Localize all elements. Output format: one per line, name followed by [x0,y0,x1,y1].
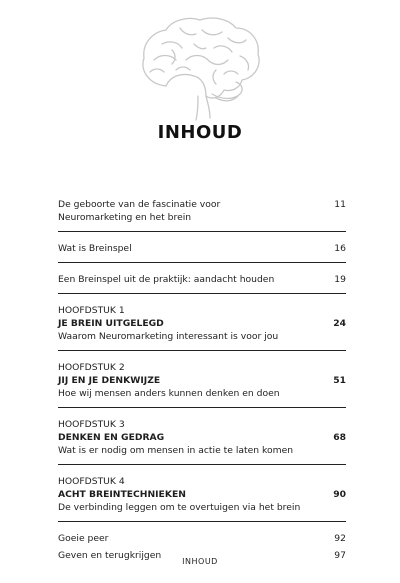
page-title: INHOUD [157,122,243,143]
toc-page-number: 24 [333,318,346,329]
chapter-title: JIJ EN JE DENKWIJZE [58,375,161,386]
toc-page-number: 16 [334,243,346,254]
brain-icon [136,14,264,122]
toc-entry[interactable] [58,273,346,294]
chapter-subtitle: Wat is er nodig om mensen in actie te laten komen [58,445,294,456]
chapter-label: HOOFDSTUK 1 [58,305,125,316]
chapter-title: ACHT BREINTECHNIEKEN [58,489,186,500]
toc-entry-text: Wat is Breinspel [58,243,132,254]
toc-entry[interactable] [58,242,346,263]
table-of-contents [58,198,346,566]
toc-entry-text: Goeie peer [58,533,109,544]
toc-page-number: 11 [334,199,346,210]
toc-entry[interactable] [58,532,346,545]
chapter-label: HOOFDSTUK 2 [58,362,125,373]
toc-chapter[interactable] [58,418,346,465]
toc-entry-text: Neuromarketing en het brein [58,212,192,223]
toc-page-number: 51 [333,375,346,386]
toc-entry-text: Een Breinspel uit de praktijk: aandacht houden [58,274,275,285]
toc-chapter[interactable] [58,361,346,408]
chapter-label: HOOFDSTUK 4 [58,476,125,487]
toc-chapter[interactable] [58,304,346,351]
toc-page-number: 92 [334,533,346,544]
toc-entry-text: De geboorte van de fascinatie voor [58,199,221,210]
toc-page-number: 68 [333,432,346,443]
toc-entry[interactable] [58,198,346,232]
toc-page-number: 97 [334,550,346,561]
toc-page-number: 19 [334,274,346,285]
chapter-subtitle: Waarom Neuromarketing interessant is voor jou [58,331,279,342]
chapter-title: JE BREIN UITGELEGD [58,318,164,329]
toc-chapter[interactable] [58,475,346,522]
chapter-subtitle: De verbinding leggen om te overtuigen via het brein [58,502,301,513]
page-footer: INHOUD [182,557,218,566]
chapter-label: HOOFDSTUK 3 [58,419,125,430]
chapter-subtitle: Hoe wij mensen anders kunnen denken en doen [58,388,280,399]
chapter-title: DENKEN EN GEDRAG [58,432,165,443]
toc-entry-text: Geven en terugkrijgen [58,550,162,561]
toc-page-number: 90 [333,489,346,500]
